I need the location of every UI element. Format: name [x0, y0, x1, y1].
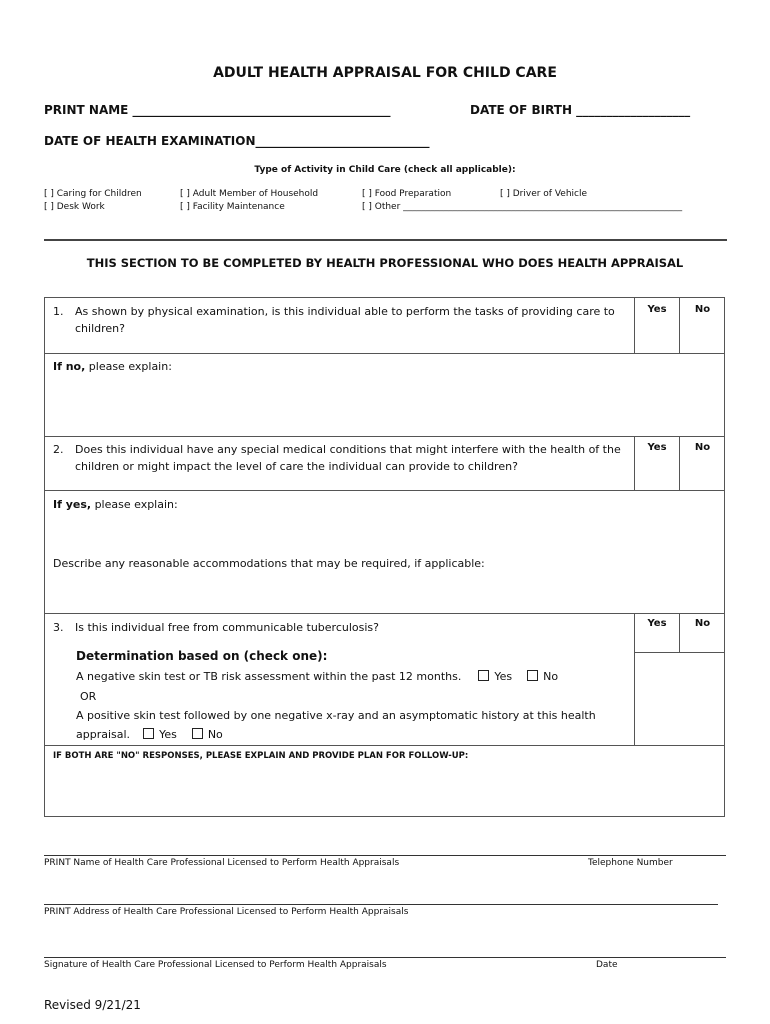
- question-2-no[interactable]: No: [694, 442, 711, 453]
- tb-option-1: [76, 668, 558, 685]
- activity-maintenance-checkbox[interactable]: [ ] Facility Maintenance: [180, 202, 285, 212]
- section-divider: [44, 239, 727, 241]
- activity-driver-checkbox[interactable]: [ ] Driver of Vehicle: [500, 189, 588, 199]
- question-3-number: 3.: [53, 621, 64, 634]
- determination-heading: Determination based on (check one):: [76, 649, 328, 663]
- tb-option-1-yes-checkbox[interactable]: [478, 670, 489, 681]
- phone-caption: Telephone Number: [588, 858, 673, 868]
- question-2-yes[interactable]: Yes: [647, 442, 667, 453]
- q3-divider-d: [44, 745, 725, 746]
- question-1-explain[interactable]: [53, 358, 172, 375]
- question-3-yes[interactable]: Yes: [647, 618, 667, 629]
- activity-title: Type of Activity in Child Care (check all applicable):: [254, 165, 516, 175]
- q1-explain-text: please explain:: [85, 360, 172, 373]
- question-2-explain[interactable]: [53, 496, 178, 513]
- question-3-text: Is this individual free from communicable tuberculosis?: [75, 621, 379, 634]
- q2-explain-bold: If yes,: [53, 498, 92, 511]
- q3-divider-a: [634, 613, 635, 746]
- tb-option-2-no-label: No: [207, 728, 223, 741]
- address-line[interactable]: [44, 904, 718, 905]
- tb-option-2-yes-checkbox[interactable]: [143, 728, 154, 739]
- followup-label[interactable]: IF BOTH ARE "NO" RESPONSES, PLEASE EXPLAIN AND PROVIDE PLAN FOR FOLLOW-UP:: [53, 751, 469, 761]
- activity-desk-checkbox[interactable]: [ ] Desk Work: [44, 202, 105, 212]
- q1-explain-bold: If no,: [53, 360, 86, 373]
- section-header: THIS SECTION TO BE COMPLETED BY HEALTH PROFESSIONAL WHO DOES HEALTH APPRAISAL: [86, 256, 684, 270]
- revision-date: Revised 9/21/21: [44, 998, 141, 1012]
- tb-option-2-no-checkbox[interactable]: [192, 728, 203, 739]
- activity-household-checkbox[interactable]: [ ] Adult Member of Household: [180, 189, 319, 199]
- activity-other-checkbox[interactable]: [ ] Other ______________________________________________________________: [362, 202, 683, 212]
- form-title: ADULT HEALTH APPRAISAL FOR CHILD CARE: [213, 65, 557, 81]
- exam-date-field[interactable]: DATE OF HEALTH EXAMINATION_____________________________: [44, 134, 430, 148]
- question-3-no[interactable]: No: [694, 618, 711, 629]
- question-2-number: 2.: [53, 443, 64, 456]
- tb-option-2: [76, 726, 223, 743]
- q2-divider-c: [44, 490, 725, 491]
- question-1-text: As shown by physical examination, is this individual able to perform the tasks of providing care to children?: [75, 305, 615, 335]
- tb-option-1-text: A negative skin test or TB risk assessment within the past 12 months.: [76, 670, 462, 683]
- date-of-birth-field[interactable]: DATE OF BIRTH ___________________: [470, 103, 691, 117]
- tb-option-1-yes-label: Yes: [494, 670, 513, 683]
- tb-option-2-yes-label: Yes: [159, 728, 177, 741]
- address-caption: PRINT Address of Health Care Professional Licensed to Perform Health Appraisals: [44, 907, 409, 917]
- tb-option-2-text: A positive skin test followed by one negative x-ray and an asymptomatic history at this health: [76, 709, 596, 722]
- tb-option-1-no-label: No: [543, 670, 559, 683]
- activity-food-checkbox[interactable]: [ ] Food Preparation: [362, 189, 452, 199]
- question-1-no[interactable]: No: [694, 304, 711, 315]
- question-2-text: Does this individual have any special medical conditions that might interfere with the health of the children or might impact the level of care the individual can provide to children?: [75, 443, 621, 473]
- accommodations-label[interactable]: Describe any reasonable accommodations that may be required, if applicable:: [53, 557, 485, 570]
- q2-explain-text: please explain:: [91, 498, 178, 511]
- question-1-yes[interactable]: Yes: [647, 304, 667, 315]
- date-caption: Date: [596, 960, 618, 970]
- signature-caption: Signature of Health Care Professional Licensed to Perform Health Appraisals: [44, 960, 387, 970]
- question-1-number: 1.: [53, 305, 64, 318]
- signature-line[interactable]: [44, 957, 726, 958]
- q1-divider-c: [44, 353, 725, 354]
- tb-option-2-appraisal: appraisal.: [76, 728, 131, 741]
- name-line[interactable]: [44, 855, 726, 856]
- activity-caring-checkbox[interactable]: [ ] Caring for Children: [44, 189, 142, 199]
- tb-option-1-no-checkbox[interactable]: [527, 670, 538, 681]
- name-caption: PRINT Name of Health Care Professional Licensed to Perform Health Appraisals: [44, 858, 400, 868]
- or-label: OR: [80, 690, 97, 703]
- print-name-field[interactable]: PRINT NAME ___________________________________________: [44, 103, 391, 117]
- q3-divider-c: [634, 652, 725, 653]
